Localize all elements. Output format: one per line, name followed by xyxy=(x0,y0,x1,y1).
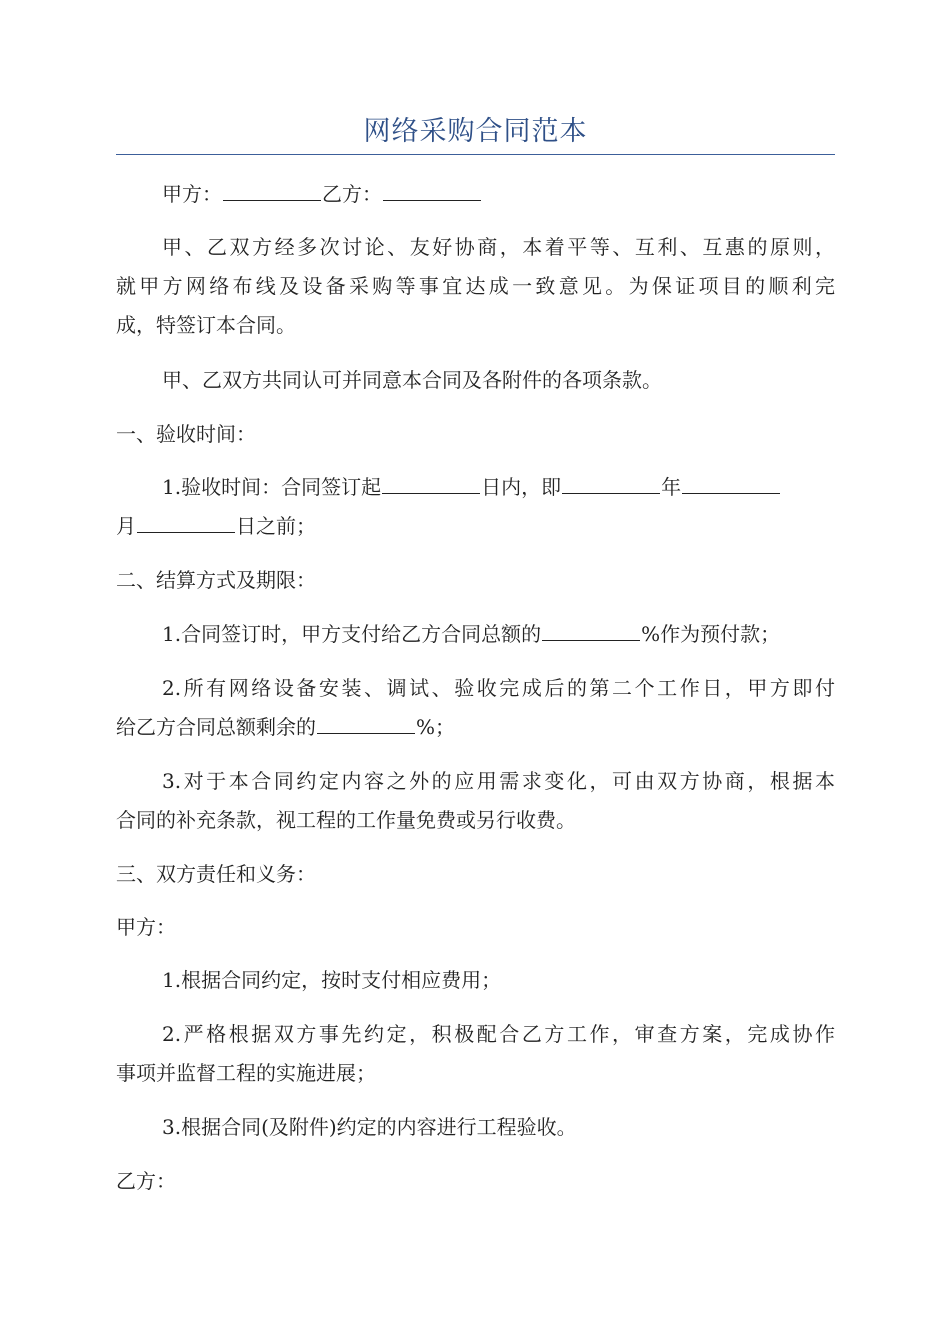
party-b-heading: 乙方： xyxy=(116,1169,176,1193)
month-blank xyxy=(682,473,780,494)
s2-item1-text-a: 1.合同签订时，甲方支付给乙方合同总额的 xyxy=(162,622,542,646)
s2-item3-line2: 合同的补充条款，视工程的工作量免费或另行收费。 xyxy=(116,808,576,832)
s1-item1-text-d: 月 xyxy=(116,514,136,538)
s1-item1-text-e: 日之前； xyxy=(236,514,316,538)
s3-a-item2-line2: 事项并监督工程的实施进展； xyxy=(116,1061,376,1085)
section2-heading: 二、结算方式及期限： xyxy=(116,568,316,592)
party-b-label: 乙方： xyxy=(322,182,382,206)
party-a-label: 甲方： xyxy=(162,182,222,206)
parties-line xyxy=(162,180,835,208)
s1-item1-line1 xyxy=(162,473,835,501)
s1-item1-line2 xyxy=(116,512,835,540)
s2-item3-line1: 3.对于本合同约定内容之外的应用需求变化，可由双方协商，根据本 xyxy=(162,769,835,793)
s1-item1-text-c: 年 xyxy=(661,475,682,499)
s3-a-item3: 3.根据合同(及附件)约定的内容进行工程验收。 xyxy=(162,1115,577,1139)
intro-p1-line2: 就甲方网络布线及设备采购等事宜达成一致意见。为保证项目的顺利完 xyxy=(116,274,835,298)
s1-item1-text-b: 日内，即 xyxy=(481,475,562,499)
s3-a-item1: 1.根据合同约定，按时支付相应费用； xyxy=(162,968,502,992)
remaining-percent-blank xyxy=(317,713,415,734)
party-b-blank xyxy=(383,180,481,201)
s1-item1-text-a: 1.验收时间：合同签订起 xyxy=(162,475,382,499)
section1-heading: 一、验收时间： xyxy=(116,422,256,446)
s2-item1-text-b: %作为预付款； xyxy=(641,622,781,646)
year-blank xyxy=(562,473,660,494)
s2-item1 xyxy=(162,620,835,648)
title-underline xyxy=(116,154,835,155)
party-a-heading: 甲方： xyxy=(116,915,176,939)
day-blank xyxy=(137,512,235,533)
prepay-percent-blank xyxy=(542,620,640,641)
s2-item2-line2 xyxy=(116,713,835,741)
days-blank xyxy=(382,473,480,494)
section3-heading: 三、双方责任和义务： xyxy=(116,862,316,886)
intro-p2: 甲、乙双方共同认可并同意本合同及各附件的各项条款。 xyxy=(162,368,662,392)
party-a-blank xyxy=(223,180,321,201)
intro-p1-line1: 甲、乙双方经多次讨论、友好协商，本着平等、互利、互惠的原则， xyxy=(162,235,835,259)
page-title: 网络采购合同范本 xyxy=(363,116,588,147)
s2-item2-line1: 2.所有网络设备安装、调试、验收完成后的第二个工作日，甲方即付 xyxy=(162,676,835,700)
s2-item2-text-a: 给乙方合同总额剩余的 xyxy=(116,715,316,739)
s3-a-item2-line1: 2.严格根据双方事先约定，积极配合乙方工作，审查方案，完成协作 xyxy=(162,1022,835,1046)
intro-p1-line3: 成，特签订本合同。 xyxy=(116,313,296,337)
s2-item2-text-b: %； xyxy=(416,715,456,739)
